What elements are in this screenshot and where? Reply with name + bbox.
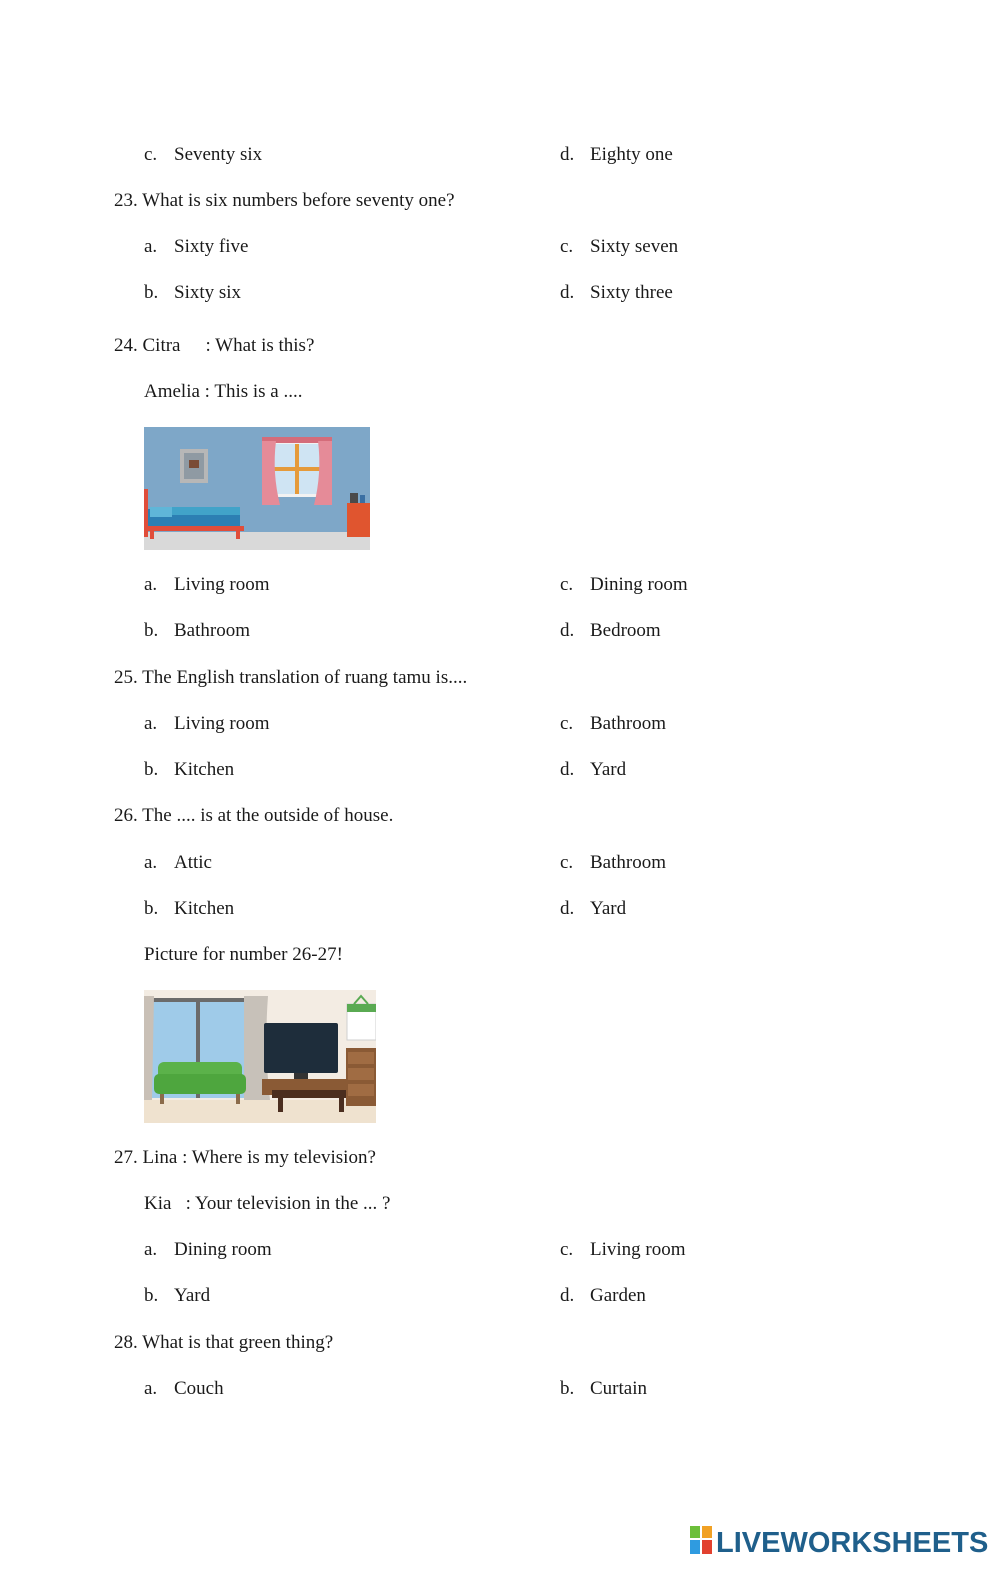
option-d[interactable] bbox=[560, 1284, 646, 1308]
option-b[interactable] bbox=[144, 897, 234, 921]
option-letter: a. bbox=[144, 1378, 158, 1399]
option-text: Couch bbox=[174, 1378, 224, 1399]
option-letter: b. bbox=[144, 759, 159, 780]
option-letter: a. bbox=[144, 236, 158, 257]
option-letter: d. bbox=[560, 759, 575, 780]
option-a[interactable] bbox=[144, 1377, 224, 1401]
option-c[interactable] bbox=[560, 1238, 686, 1262]
question-27-answer-line: Kia : Your television in the ... ? bbox=[144, 1193, 391, 1214]
option-text: Yard bbox=[174, 1285, 211, 1306]
question-28: 28. What is that green thing? bbox=[114, 1332, 334, 1353]
question-23: 23. What is six numbers before seventy one? bbox=[114, 190, 455, 211]
option-text: Kitchen bbox=[174, 898, 235, 919]
option-letter: b. bbox=[144, 1285, 159, 1306]
option-letter: b. bbox=[144, 898, 159, 919]
option-text: Dining room bbox=[590, 574, 688, 595]
question-24-text: : What is this? bbox=[205, 335, 315, 356]
option-a[interactable] bbox=[144, 573, 270, 597]
speaker-citra: 24. Citra bbox=[114, 335, 181, 356]
option-letter: c. bbox=[560, 1239, 574, 1260]
option-text: Living room bbox=[174, 713, 270, 734]
question-27: 27. Lina : Where is my television? bbox=[114, 1147, 376, 1168]
option-d[interactable] bbox=[560, 897, 626, 921]
option-text: Kitchen bbox=[174, 759, 235, 780]
option-text: Sixty five bbox=[174, 236, 249, 257]
option-letter: a. bbox=[144, 1239, 158, 1260]
option-text: Living room bbox=[590, 1239, 686, 1260]
option-b[interactable] bbox=[560, 1377, 647, 1401]
option-text: Yard bbox=[590, 759, 627, 780]
option-text: Bedroom bbox=[590, 620, 661, 641]
option-text: Dining room bbox=[174, 1239, 272, 1260]
option-b[interactable] bbox=[144, 619, 250, 643]
option-text: Curtain bbox=[590, 1378, 647, 1399]
option-text: Bathroom bbox=[174, 620, 250, 641]
option-text: Living room bbox=[174, 574, 270, 595]
option-letter: c. bbox=[144, 144, 158, 165]
option-b[interactable] bbox=[144, 1284, 210, 1308]
option-a[interactable] bbox=[144, 235, 248, 259]
question-24 bbox=[114, 334, 314, 358]
option-d[interactable] bbox=[560, 619, 661, 643]
option-d[interactable] bbox=[560, 143, 673, 167]
option-c[interactable] bbox=[144, 143, 262, 167]
option-c[interactable] bbox=[560, 573, 688, 597]
option-letter: d. bbox=[560, 620, 575, 641]
option-text: Sixty six bbox=[174, 282, 242, 303]
option-letter: a. bbox=[144, 574, 158, 595]
option-letter: a. bbox=[144, 713, 158, 734]
option-c[interactable] bbox=[560, 851, 666, 875]
question-25: 25. The English translation of ruang tamu is.... bbox=[114, 667, 468, 688]
option-a[interactable] bbox=[144, 851, 212, 875]
option-text: Sixty three bbox=[590, 282, 673, 303]
option-letter: d. bbox=[560, 898, 575, 919]
option-c[interactable] bbox=[560, 235, 678, 259]
option-letter: c. bbox=[560, 236, 574, 257]
option-text: Bathroom bbox=[590, 852, 666, 873]
living-room-picture bbox=[144, 990, 376, 1123]
option-a[interactable] bbox=[144, 712, 270, 736]
option-letter: d. bbox=[560, 1285, 575, 1306]
option-letter: b. bbox=[560, 1378, 575, 1399]
option-letter: b. bbox=[144, 620, 159, 641]
question-24-answer-line: Amelia : This is a .... bbox=[144, 381, 303, 402]
option-text: Bathroom bbox=[590, 713, 666, 734]
liveworksheets-logo-icon bbox=[690, 1526, 712, 1560]
liveworksheets-logo[interactable] bbox=[690, 1526, 988, 1560]
picture-note: Picture for number 26-27! bbox=[144, 944, 343, 965]
option-letter: b. bbox=[144, 282, 159, 303]
option-letter: c. bbox=[560, 852, 574, 873]
option-letter: c. bbox=[560, 574, 574, 595]
option-b[interactable] bbox=[144, 758, 234, 782]
option-text: Yard bbox=[590, 898, 627, 919]
option-letter: c. bbox=[560, 713, 574, 734]
bedroom-picture bbox=[144, 427, 370, 550]
liveworksheets-brand-text: LIVEWORKSHEETS bbox=[716, 1526, 989, 1559]
option-c[interactable] bbox=[560, 712, 666, 736]
option-text: Seventy six bbox=[174, 144, 263, 165]
option-d[interactable] bbox=[560, 281, 673, 305]
option-letter: a. bbox=[144, 852, 158, 873]
option-a[interactable] bbox=[144, 1238, 272, 1262]
option-text: Eighty one bbox=[590, 144, 673, 165]
option-d[interactable] bbox=[560, 758, 626, 782]
option-text: Sixty seven bbox=[590, 236, 679, 257]
option-letter: d. bbox=[560, 144, 575, 165]
question-26: 26. The .... is at the outside of house. bbox=[114, 805, 394, 826]
option-b[interactable] bbox=[144, 281, 241, 305]
option-letter: d. bbox=[560, 282, 575, 303]
option-text: Garden bbox=[590, 1285, 646, 1306]
option-text: Attic bbox=[174, 852, 212, 873]
